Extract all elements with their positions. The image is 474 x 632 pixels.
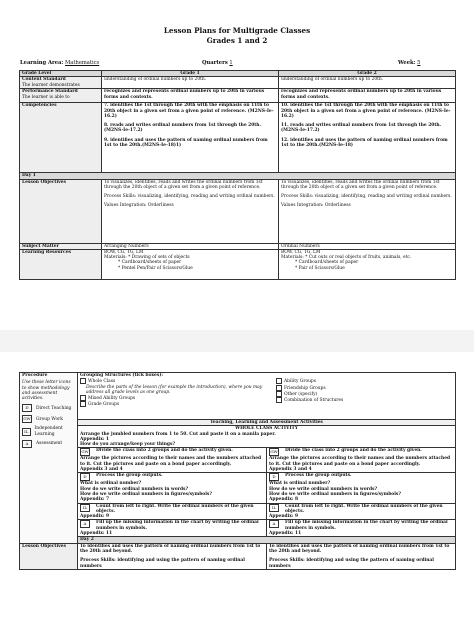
checkbox-label: Friendship Groups: [284, 385, 326, 391]
resource-line: BOW, CG, TG, LM: [281, 249, 321, 255]
resource-line: * Pentel Pen/Pair of Scissors/Glue: [118, 265, 193, 271]
day-2-label: Day 2: [78, 537, 456, 543]
activity-line: How do we write ordinal numbers in words?: [80, 486, 189, 492]
lesson-objectives-row: [20, 179, 456, 243]
activity-line: Appendix: 11: [80, 531, 113, 537]
quarter: [202, 60, 233, 66]
activity-row-assessment: [20, 520, 456, 537]
legend-group-work: [22, 415, 75, 423]
learning-area-label: Learning Area:: [20, 60, 64, 66]
activity-g1-independent: [78, 503, 267, 520]
activity-row-independent: [20, 503, 456, 520]
learning-area: [20, 60, 99, 66]
group-work-icon: GW: [23, 416, 31, 422]
group-work-icon: GW: [81, 449, 89, 455]
competency-item: 12. identifies and uses the pattern of naming ordinal numbers from 1st to the 20th.(M2NS-Ie-18): [281, 137, 448, 149]
learning-resources-g1: [102, 249, 279, 279]
activity-line: Appendix: 9: [80, 514, 110, 520]
values-integration: Values Integration: Orderliness: [281, 203, 351, 209]
learning-resources-row: [20, 249, 456, 279]
grade-groups-checkbox[interactable]: [80, 401, 86, 407]
competencies-row: [20, 103, 456, 173]
ability-groups-checkbox[interactable]: [276, 378, 282, 384]
checkbox-label: Grade Groups: [88, 402, 120, 408]
grouping-left: [80, 378, 270, 407]
grouping-title: Grouping Structures (tick boxes):: [80, 373, 164, 378]
quarter-label: Quarters: [202, 60, 228, 66]
day-2-objectives-g1: [78, 543, 267, 569]
week-label: Week:: [398, 60, 416, 66]
direct-teaching-icon: D: [269, 473, 279, 481]
lesson-objectives-label: Lesson Objectives: [20, 179, 102, 243]
content-standard-g2: understanding of ordinal numbers up to 20th.: [279, 77, 456, 89]
activity-g2-group-work: [267, 448, 456, 473]
legend-text: Group Work: [36, 416, 63, 422]
activity-row-group-work: [20, 448, 456, 473]
activity-g2-independent: [267, 503, 456, 520]
mixed-ability-checkbox[interactable]: [80, 395, 86, 401]
performance-standard-row: [20, 89, 456, 103]
day-2-objectives-label: Lesson Objectives: [20, 543, 78, 569]
other-checkbox[interactable]: [276, 391, 282, 397]
competencies-g2: [279, 103, 456, 173]
page-2: [0, 352, 474, 632]
activity-g2-direct-teaching: [267, 473, 456, 503]
competency-item: 11. reads and writes ordinal numbers from 1st through the 20th.(M2NS-Ie-17.2): [281, 123, 442, 134]
performance-standard-g1: recognizes and represents ordinal numbers up to 20th in various forms and contexts.: [102, 89, 279, 103]
learning-area-value: Mathematics: [64, 60, 100, 66]
row-label: Performance Standard: [22, 89, 78, 95]
process-skills: Process Skills: identifying and using the pattern of naming ordinal numbers: [269, 558, 434, 569]
lesson-objectives-g2: [279, 179, 456, 243]
activity-g1-direct-teaching: [78, 473, 267, 503]
process-skills: Process Skills: identifying and using the pattern of naming ordinal numbers: [80, 558, 245, 569]
activity-line: How do we write ordinal numbers in words?: [269, 486, 378, 492]
legend-text: Independent Learning: [34, 426, 63, 437]
assessment-icon: A: [22, 440, 32, 448]
lesson-objectives-g1: [102, 179, 279, 243]
resource-line: * Cardboard/sheets of paper: [295, 260, 359, 266]
content-standard-g1: understanding of ordinal numbers up to 20th.: [102, 77, 279, 89]
checkbox-label: Whole Class: [88, 379, 116, 385]
competencies-g1: [102, 103, 279, 173]
legend-assessment: [22, 440, 75, 448]
activity-line: Appendix: 7: [80, 497, 110, 503]
objective-text: To identifies and uses the pattern of naming ordinal numbers from 1st to the 20th and beyond.: [80, 543, 261, 554]
activity-line: How do we write ordinal numbers in figures/symbols?: [80, 491, 212, 497]
independent-learning-icon: IL: [22, 428, 31, 436]
procedure-cell: [20, 373, 78, 544]
competency-item: 9. identifies and uses the pattern of naming ordinal numbers from 1st to the 20th.(M2NS-Ie-18)1): [104, 137, 268, 149]
content-standard-label: [20, 77, 102, 89]
activity-line: Arrange the pictures according to their names and the numbers attached to it. Cut the pictures and paste on a bond paper accordingly.: [80, 456, 262, 467]
row-label: Content Standard: [22, 77, 66, 83]
procedure-label: Procedure: [22, 373, 48, 378]
procedure-note: Use these letter icons to show methodology and assessment activities.: [22, 380, 71, 402]
page-gap: [0, 330, 474, 352]
competencies-label: Competencies: [20, 103, 102, 173]
grouping-structures-cell: [78, 373, 456, 420]
competency-item: 7. identifies the 1st through the 20th with the emphasis on 11th to 20th object in a given set from a given point of reference. (M2NS-Ie-16.2): [104, 103, 274, 119]
whole-class-heading: WHOLE CLASS ACTIVITY: [235, 426, 298, 432]
combination-checkbox[interactable]: [276, 397, 282, 403]
day-2-objectives-row: [20, 543, 456, 569]
assessment-icon: A: [80, 520, 90, 528]
header-grade-1: Grade 1: [102, 71, 279, 77]
activity-line: Appendix: 9: [269, 514, 299, 520]
whole-class-cell: [78, 426, 456, 448]
resource-line: BOW, CG, TG, LM: [104, 249, 144, 255]
activity-line: Divide the class into 2 groups and do the activity given.: [285, 448, 422, 454]
grouping-row: [20, 373, 456, 420]
checkbox-label: Ability Groups: [284, 379, 316, 385]
subject-matter-g2: Ordinal Numbers: [279, 243, 456, 249]
tla-header: Teaching, Learning and Assessment Activities: [78, 420, 456, 426]
independent-learning-icon: IL: [269, 504, 279, 512]
activity-line: Process the group outputs.: [96, 473, 163, 479]
activity-row-direct-teaching: [20, 473, 456, 503]
day-1-label: Day 1: [20, 173, 456, 179]
activity-line: Appendix 3 and 4: [269, 467, 312, 473]
process-skills: Process Skills: visualizing, identifying, reading and writing ordinal numbers.: [104, 194, 275, 200]
performance-standard-g2: recognizes and represents ordinal numbers up to 20th in various forms and contexts.: [279, 89, 456, 103]
whole-class-line: Appendix: 1: [80, 436, 110, 442]
checkbox-label: Combination of Structures: [284, 398, 344, 404]
whole-class-line: How do you arrange/keep your things?: [80, 442, 176, 448]
process-skills: Process Skills: visualizing, identifying, reading and writing ordinal numbers.: [281, 194, 452, 200]
learning-resources-g2: [279, 249, 456, 279]
activity-line: Fill up the missing information in the chart by writing the ordinal numbers in symbols.: [96, 520, 259, 531]
direct-teaching-icon: D: [22, 404, 32, 412]
objective-text: To visualizes, identifies, reads and writes the ordinal numbers from 1st through the 20th object of a given set from a given point of reference.: [281, 179, 440, 190]
document-subtitle: Grades 1 and 2: [206, 36, 268, 45]
activity-line: Process the group outputs.: [285, 473, 352, 479]
activity-g1-assessment: [78, 520, 267, 537]
legend-direct-teaching: [22, 404, 75, 412]
resource-line: * Cardboard/sheets of paper: [118, 260, 182, 266]
competency-item: 10. identifies the 1st through the 20th with the emphasis on 11th to 20th object in a given set from a given point of reference. (M2NS-Ie-16.2): [281, 103, 451, 119]
legend-text: Assessment: [36, 441, 63, 447]
resource-line: Materials: * Drawing of sets of objects: [104, 255, 190, 261]
activity-line: Appendix: 11: [269, 531, 302, 537]
assessment-icon: A: [269, 520, 279, 528]
activity-line: Appendix 3 and 4: [80, 467, 123, 473]
content-standard-row: [20, 77, 456, 89]
week-value: 5: [417, 60, 421, 66]
legend-text: Direct Teaching: [36, 405, 72, 411]
row-sublabel: The learner demonstrates: [22, 82, 80, 88]
objective-text: To identifies and uses the pattern of naming ordinal numbers from 1st to the 20th and beyond.: [269, 543, 450, 554]
independent-learning-icon: IL: [80, 504, 90, 512]
checkbox-label: Mixed Ability Groups: [88, 396, 136, 402]
activity-g1-group-work: [78, 448, 267, 473]
activity-line: Appendix: 8: [269, 497, 299, 503]
resource-line: Materials: * Cut outs or real objects of fruits, animals, etc.: [281, 255, 412, 261]
resource-line: * Pair of Scissors/Glue: [295, 265, 345, 271]
procedure-table: [19, 372, 456, 570]
group-work-icon: GW: [270, 449, 278, 455]
row-sublabel: The learner is able to: [22, 94, 70, 100]
activity-line: What is ordinal number?: [80, 481, 142, 487]
activity-g2-assessment: [267, 520, 456, 537]
competency-item: 8. reads and writes ordinal numbers from 1st through the 20th.(M2NS-Ie-17.2): [104, 123, 262, 134]
performance-standard-label: [20, 89, 102, 103]
activity-line: Arrange the pictures according to their names and the numbers attached to it. Cut the pictures and paste on a bond paper accordingly.: [269, 456, 451, 467]
lesson-plan-table: [19, 70, 456, 280]
legend-independent-learning: [22, 426, 75, 437]
whole-class-row: [20, 426, 456, 448]
direct-teaching-icon: D: [80, 473, 90, 481]
activity-line: Fill up the missing information in the chart by writing the ordinal numbers in symbols.: [285, 520, 448, 531]
objective-text: To visualizes, identifies, reads and writes the ordinal numbers from 1st through the 20th object of a given set from a given point of reference.: [104, 179, 263, 190]
activity-line: Count from left to right. Write the ordinal numbers of the given objects.: [96, 503, 254, 514]
subject-matter-label: Subject Matter: [20, 243, 102, 249]
whole-class-description: Describe the parts of the lesson (for example the introduction), where you may address all grade levels as one group.: [86, 384, 263, 395]
activity-line: Count from left to right. Write the ordinal numbers of the given objects.: [285, 503, 443, 514]
activity-line: How do we write ordinal numbers in figures/symbols?: [269, 491, 401, 497]
checkbox-label: Other (specify): [284, 391, 318, 397]
document-title: Lesson Plans for Multigrade Classes: [163, 26, 311, 35]
activity-line: What is ordinal number?: [269, 481, 331, 487]
whole-class-checkbox[interactable]: [80, 378, 86, 384]
whole-class-line: Arrange the jumbled numbers from 1 to 50. Cut and paste it on a manila paper.: [80, 431, 276, 437]
subject-matter-g1: Arranging Numbers: [102, 243, 279, 249]
day-2-objectives-g2: [267, 543, 456, 569]
activity-line: Divide the class into 2 groups and do the activity given.: [96, 448, 233, 454]
quarter-value: 1: [229, 60, 233, 66]
grouping-right: [270, 378, 343, 407]
learning-resources-label: Learning Resources: [20, 249, 102, 279]
header-grade-2: Grade 2: [279, 71, 456, 77]
values-integration: Values Integration: Orderliness: [104, 203, 174, 209]
friendship-groups-checkbox[interactable]: [276, 385, 282, 391]
week: [398, 60, 420, 66]
header-grade-level: Grade Level: [20, 71, 102, 77]
